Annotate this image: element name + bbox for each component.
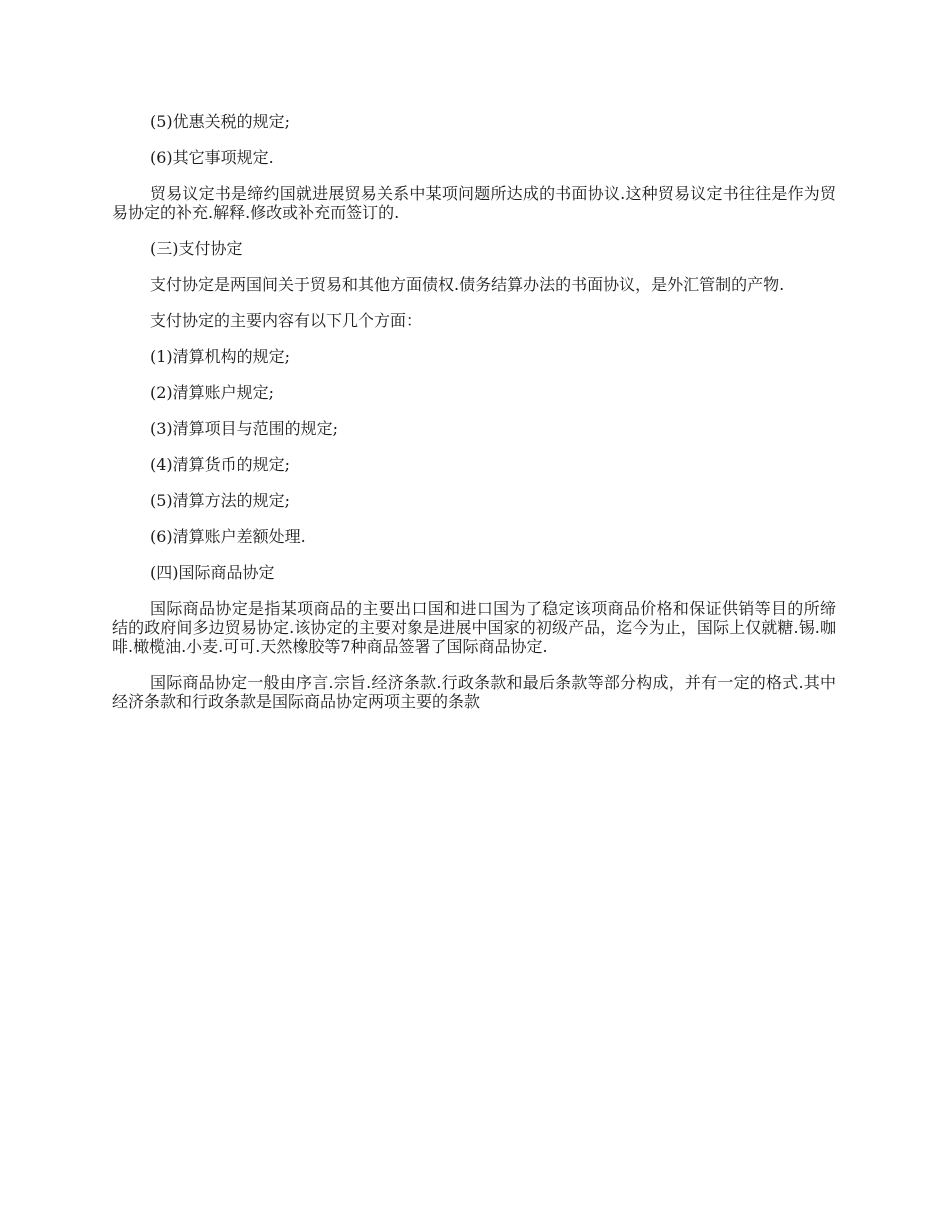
paragraph: 支付协定是两国间关于贸易和其他方面债权.债务结算办法的书面协议，是外汇管制的产物. (150, 275, 785, 294)
paragraph: (6)其它事项规定. (150, 148, 274, 167)
paragraph: 贸易议定书是缔约国就进展贸易关系中某项问题所达成的书面协议.这种贸易议定书往往是作为贸易协定的补充.解释.修改或补充而签订的. (112, 184, 836, 222)
paragraph: (5)优惠关税的规定; (150, 112, 291, 131)
list-item: (4)清算货币的规定; (150, 455, 291, 474)
list-item: (2)清算账户规定; (150, 383, 275, 402)
list-item: (5)清算方法的规定; (150, 491, 291, 510)
paragraph: 国际商品协定一般由序言.宗旨.经济条款.行政条款和最后条款等部分构成，并有一定的格式.其中经济条款和行政条款是国际商品协定两项主要的条款 (112, 673, 836, 711)
paragraph: 国际商品协定是指某项商品的主要出口国和进口国为了稳定该项商品价格和保证供销等目的所缔结的政府间多边贸易协定.该协定的主要对象是进展中国家的初级产品，迄今为止，国际上仅就糖.锡.咖啡.橄榄油.小麦.可可.天然橡胶等7种商品签署了国际商品协定. (112, 599, 836, 656)
document-body (112, 112, 836, 728)
list-item: (3)清算项目与范围的规定; (150, 419, 339, 438)
list-item: (1)清算机构的规定; (150, 347, 291, 366)
section-heading: (三)支付协定 (150, 239, 243, 258)
list-item: (6)清算账户差额处理. (150, 527, 306, 546)
section-heading: (四)国际商品协定 (150, 563, 275, 582)
paragraph: 支付协定的主要内容有以下几个方面： (150, 311, 423, 330)
